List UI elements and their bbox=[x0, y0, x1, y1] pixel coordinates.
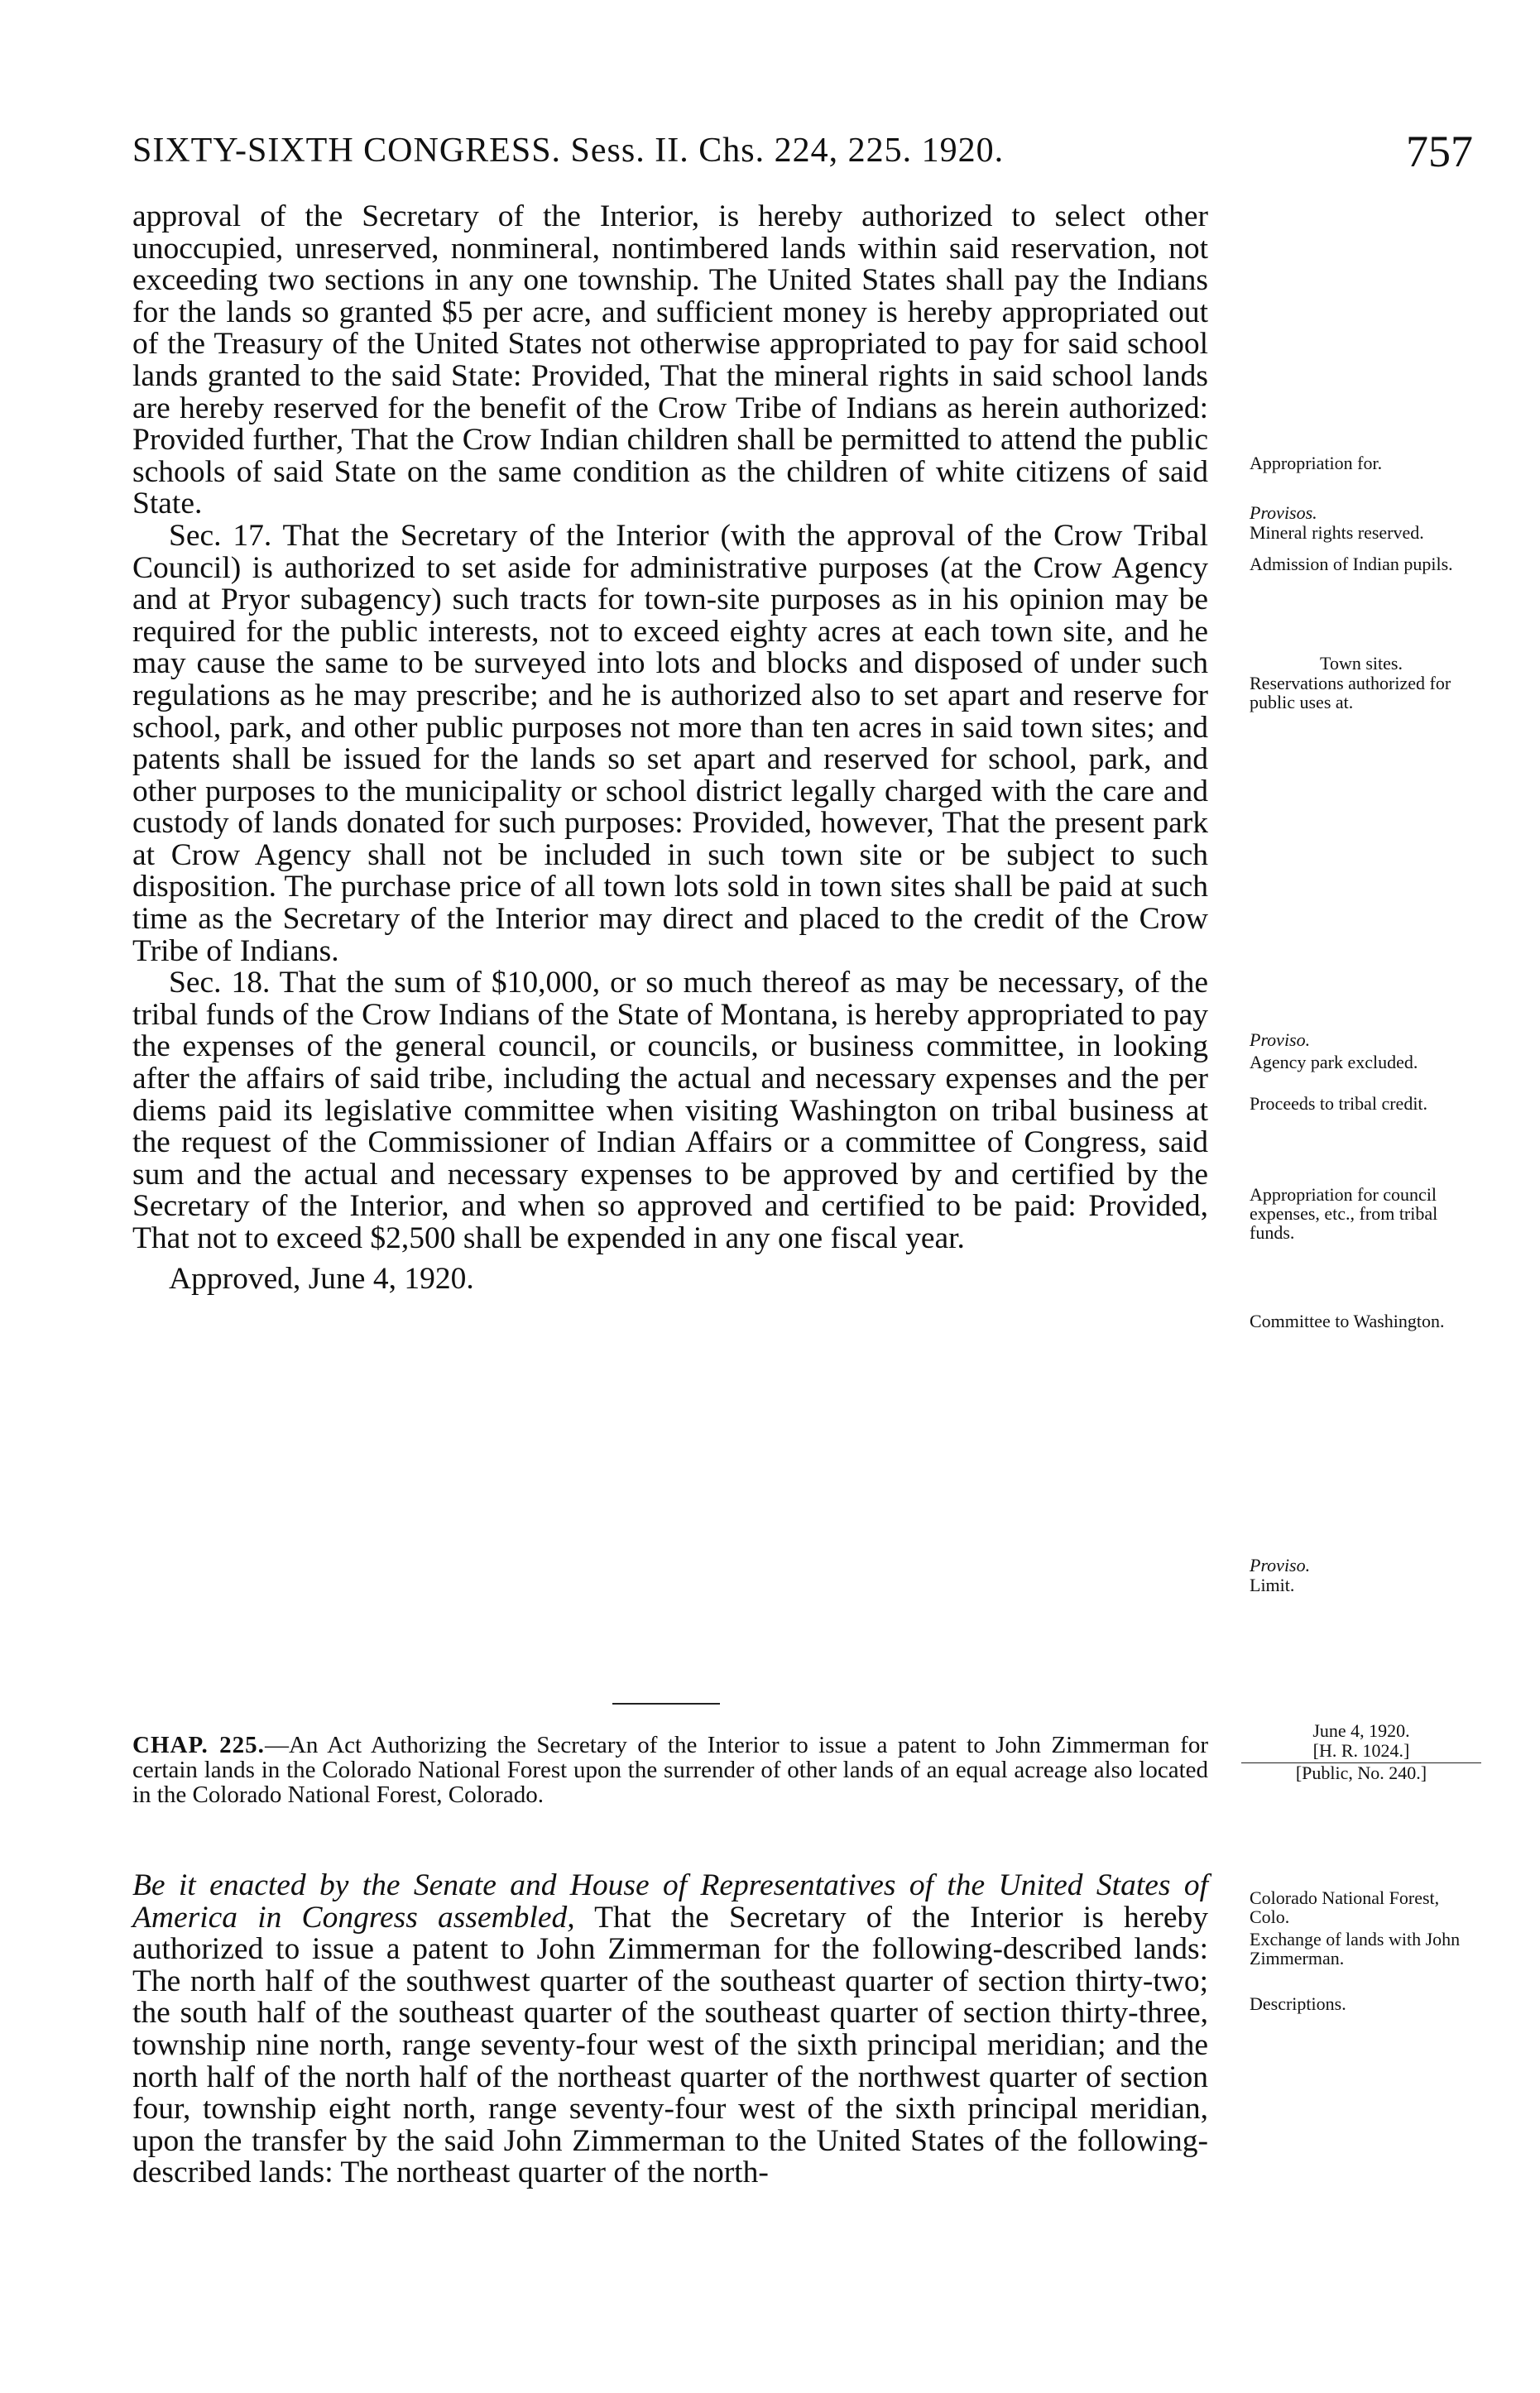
page-number: 757 bbox=[1406, 127, 1473, 176]
paragraph-sec-18: Sec. 18. That the sum of $10,000, or so much thereof as may be necessary, of the tribal funds of the Crow Indians of the State of Montana, is hereby appropriated to pay the expenses of the general council, or councils, or business committee, in looking after the affairs of said tribe, including the actual and necessary expenses and the per diems paid its legislative committee when visiting Washington on tribal business at the request of the Commissioner of Indian Affairs or a committee of Congress, said sum and the actual and necessary expenses to be approved by and certified by the Secretary of the Interior, and when so approved and certified to be paid: Provided, That not to exceed $2,500 shall be expended in any one fiscal year. bbox=[132, 966, 1208, 1255]
margin-note-agency-park: Agency park excluded. bbox=[1250, 1052, 1418, 1072]
margin-note-proviso-park: Proviso. bbox=[1250, 1029, 1311, 1050]
margin-note-provisos: Provisos. bbox=[1250, 502, 1317, 523]
margin-note-appropriation: Appropriation for. bbox=[1250, 453, 1383, 473]
enactment-text bbox=[132, 1870, 1208, 2189]
margin-note-mineral: Mineral rights reserved. bbox=[1250, 522, 1424, 543]
margin-note-limit: Limit. bbox=[1250, 1575, 1295, 1595]
margin-note-proceeds: Proceeds to tribal credit. bbox=[1250, 1093, 1428, 1114]
approval-line: Approved, June 4, 1920. bbox=[169, 1261, 474, 1296]
margin-note-committee: Committee to Washington. bbox=[1250, 1311, 1445, 1331]
chapter-title: —An Act Authorizing the Secretary of the Interior to issue a patent to John Zimmerman for certain lands in the Colorado National Forest upon the surrender of other lands of an equal acreage also located in the Colorado National Forest, Colorado. bbox=[132, 1732, 1208, 1808]
margin-note-appropriation-council: Appropriation for council expenses, etc., from tribal funds. bbox=[1250, 1184, 1438, 1243]
margin-note-admission: Admission of Indian pupils. bbox=[1250, 554, 1453, 574]
enactment-body: That the Secretary of the Interior is hereby authorized to issue a patent to John Zimmerman for the following-described lands: The north half of the southwest quarter of the southeast quarter of section thirty-two; the south half of the southeast quarter of the southeast quarter of section thirty-three, township nine north, range seventy-four west of the sixth principal meridian; and the north half of the north half of the northeast quarter of the northwest quarter of section four, township eight north, range seventy-four west of the sixth principal meridian, upon the transfer by the said John Zimmerman to the United States of the following-described lands: The northeast quarter of the north- bbox=[132, 1900, 1208, 2190]
paragraph-sec-17: Sec. 17. That the Secretary of the Interior (with the approval of the Crow Tribal Council) is authorized to set aside for administrative purposes (at the Crow Agency and at Pryor subagency) such tracts for town-site purposes as in his opinion may be required for the public interests, not to exceed eighty acres at each town site, and he may cause the same to be surveyed into lots and blocks and disposed of under such regulations as he may prescribe; and he is authorized also to set apart and reserve for school, park, and other public purposes not more than ten acres in said town sites; and patents shall be issued for the lands so set apart and reserved for school, park, and other purposes to the municipality or school district legally charged with the care and custody of lands donated for such purposes: Provided, however, That the present park at Crow Agency shall not be included in such town site or be subject to such disposition. The purchase price of all town lots sold in town sites shall be paid at such time as the Secretary of the Interior may direct and placed to the credit of the Crow Tribe of Indians. bbox=[132, 518, 1208, 968]
chapter-public-law: [Public, No. 240.] bbox=[1295, 1762, 1427, 1783]
chapter-date: June 4, 1920. bbox=[1312, 1720, 1410, 1741]
page-header bbox=[132, 127, 1473, 180]
chapter-bill: [H. R. 1024.] bbox=[1241, 1741, 1481, 1763]
margin-note-reservations: Reservations authorized for public uses at. bbox=[1250, 673, 1451, 712]
chapter-heading bbox=[132, 1733, 1208, 1807]
paragraph-school-lands: approval of the Secretary of the Interior, is hereby authorized to select other unoccupied, unreserved, nonmineral, nontimbered lands within said reservation, not exceeding two sections in any one township. The United States shall pay the Indians for the lands so granted $5 per acre, and sufficient money is hereby appropriated out of the Treasury of the United States not otherwise appropriated to pay for said school lands granted to the said State: Provided, That the mineral rights in said school lands are hereby reserved for the benefit of the Crow Tribe of Indians as herein authorized: Provided further, That the Crow Indian children shall be permitted to attend the public schools of said State on the same condition as the children of white citizens of said State. bbox=[132, 199, 1208, 521]
chapter-citation bbox=[1241, 1721, 1481, 1783]
margin-note-proviso-limit: Proviso. bbox=[1250, 1555, 1311, 1575]
running-head: SIXTY-SIXTH CONGRESS. Sess. II. Chs. 224, 225. 1920. bbox=[132, 132, 1005, 170]
main-text bbox=[132, 201, 1208, 1295]
margin-note-colorado-forest: Colorado National Forest, Colo. bbox=[1250, 1887, 1440, 1927]
chapter-label: CHAP. 225. bbox=[132, 1732, 265, 1758]
margin-note-descriptions: Descriptions. bbox=[1250, 1993, 1346, 2014]
enacting-clause: Be it enacted by the Senate and House of Representatives of the United States of America in Congress assembled, bbox=[132, 1868, 1208, 1935]
margin-note-town-sites: Town sites. bbox=[1320, 653, 1403, 674]
margin-note-exchange: Exchange of lands with John Zimmerman. bbox=[1250, 1929, 1461, 1969]
section-divider bbox=[612, 1703, 720, 1705]
